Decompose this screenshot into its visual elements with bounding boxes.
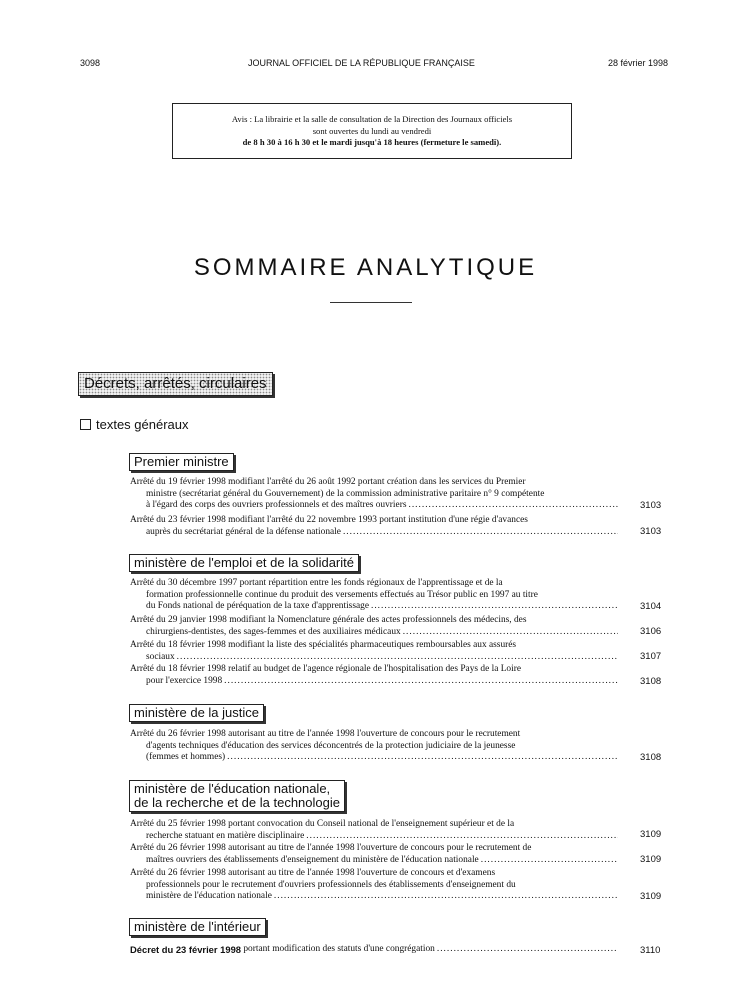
entry-line: Arrêté du 26 février 1998 autorisant au titre de l'année 1998 l'ouverture de concours et d'examens xyxy=(130,868,496,878)
subsection-label: textes généraux xyxy=(96,417,189,432)
entry-line: Arrêté du 18 février 1998 relatif au budget de l'agence régionale de l'hospitalisation des Pays de la Loire xyxy=(130,664,521,674)
entry-line xyxy=(130,676,618,688)
leader-dots xyxy=(437,944,618,956)
entry-text: maîtres ouvriers des établissements d'enseignement du ministère de l'éducation nationale xyxy=(146,854,479,865)
toc-entry xyxy=(130,615,618,638)
entry-line: Arrêté du 19 février 1998 modifiant l'arrêté du 26 août 1992 portant création dans les services du Premier xyxy=(130,477,526,487)
page-ref: 3108 xyxy=(640,676,662,687)
ministry-heading: Premier ministre xyxy=(129,453,234,471)
entry-line: Arrêté du 23 février 1998 modifiant l'arrêté du 22 novembre 1993 portant institution d'une régie d'avances xyxy=(130,515,528,525)
toc-entry xyxy=(130,477,618,512)
entry-text: du Fonds national de péréquation de la taxe d'apprentissage xyxy=(146,601,369,612)
notice-line: de 8 h 30 à 16 h 30 et le mardi jusqu'à 18 heures (fermeture le samedi). xyxy=(242,137,502,147)
entry-line xyxy=(130,891,618,903)
entry-text: portant modification des statuts d'une congrégation xyxy=(243,944,435,954)
ministry-heading: ministère de l'intérieur xyxy=(129,918,266,936)
checkbox-square-icon xyxy=(80,419,91,430)
toc-entry xyxy=(130,515,618,538)
entry-line: ministre (secrétariat général du Gouvernement) de la commission administrative paritaire n° 9 compétente xyxy=(146,488,545,499)
entry-line xyxy=(130,855,618,867)
entry-line xyxy=(130,944,618,956)
toc-entry xyxy=(130,640,618,663)
leader-dots xyxy=(481,855,618,867)
subsection-heading xyxy=(80,417,189,432)
toc-entry xyxy=(130,664,618,687)
page-ref: 3103 xyxy=(640,526,662,537)
ministry-heading-line: ministère de l'éducation nationale, xyxy=(134,781,331,796)
entry-line xyxy=(130,601,618,613)
entry-text: pour l'exercice 1998 xyxy=(146,675,223,686)
page-ref: 3109 xyxy=(640,854,662,865)
leader-dots xyxy=(371,601,618,613)
ministry-heading xyxy=(129,780,345,812)
notice-line: Avis : La librairie et la salle de consultation de la Direction des Journaux officiels xyxy=(231,114,513,124)
toc-entry xyxy=(130,819,618,842)
leader-dots xyxy=(177,652,618,664)
page-ref: 3106 xyxy=(640,626,662,637)
ministry-heading: ministère de l'emploi et de la solidarité xyxy=(129,554,359,572)
page-ref: 3103 xyxy=(640,500,662,511)
entry-line xyxy=(130,627,618,639)
ministry-heading: ministère de la justice xyxy=(129,704,264,722)
entry-text: sociaux xyxy=(146,651,175,662)
entry-line xyxy=(130,752,618,764)
notice-line: sont ouvertes du lundi au vendredi xyxy=(312,125,432,136)
ministry-heading-line: de la recherche et de la technologie xyxy=(134,795,340,810)
entry-line: Arrêté du 26 février 1998 autorisant au titre de l'année 1998 l'ouverture de concours pour le recrutement xyxy=(130,729,521,739)
opening-hours-notice xyxy=(172,103,572,159)
entry-line: professionnels pour le recrutement d'ouvriers professionnels des établissements d'enseignement du xyxy=(146,879,516,890)
leader-dots xyxy=(274,891,618,903)
issue-date: 28 février 1998 xyxy=(608,58,669,68)
entry-line: Arrêté du 30 décembre 1997 portant répartition entre les fonds régionaux de l'apprentissage et de la xyxy=(130,578,503,588)
toc-entry xyxy=(130,944,618,956)
entry-line xyxy=(130,500,618,512)
toc-entry xyxy=(130,729,618,764)
entry-text: recherche statuant en matière disciplinaire xyxy=(146,830,305,841)
entry-bold-text: Décret du 23 février 1998 xyxy=(130,944,242,955)
leader-dots xyxy=(224,676,618,688)
title-divider xyxy=(330,302,412,303)
entry-line: formation professionnelle continue du produit des versements effectués au Trésor public en 1997 au titre xyxy=(146,589,538,600)
entry-text: à l'égard des corps des ouvriers professionnels et des maîtres ouvriers xyxy=(146,500,407,511)
entry-line xyxy=(130,527,618,539)
page-ref: 3110 xyxy=(640,945,661,956)
entry-line: Arrêté du 29 janvier 1998 modifiant la Nomenclature générale des actes professionnels des médecins, des xyxy=(130,615,527,625)
page-title: SOMMAIRE ANALYTIQUE xyxy=(193,254,538,281)
entry-line: Arrêté du 26 février 1998 autorisant au titre de l'année 1998 l'ouverture de concours pour le recrutement de xyxy=(130,843,532,853)
toc-entry xyxy=(130,868,618,903)
page-ref: 3109 xyxy=(640,891,662,902)
page-ref: 3104 xyxy=(640,601,662,612)
category-heading: Décrets, arrêtés, circulaires xyxy=(78,372,273,396)
entry-line: Arrêté du 25 février 1998 portant convocation du Conseil national de l'enseignement supérieur et de la xyxy=(130,819,515,829)
leader-dots xyxy=(306,831,618,843)
toc-entry xyxy=(130,578,618,613)
page-ref: 3107 xyxy=(640,651,662,662)
page-ref: 3109 xyxy=(640,829,662,840)
page-number: 3098 xyxy=(80,58,101,68)
toc-entry xyxy=(130,843,618,866)
entry-text: (femmes et hommes) xyxy=(146,752,226,763)
entry-text: chirurgiens-dentistes, des sages-femmes et des auxiliaires médicaux xyxy=(146,626,401,637)
page-ref: 3108 xyxy=(640,752,662,763)
leader-dots xyxy=(408,500,618,512)
leader-dots xyxy=(227,752,618,764)
journal-title: JOURNAL OFFICIEL DE LA RÉPUBLIQUE FRANÇAISE xyxy=(248,58,475,68)
leader-dots xyxy=(403,627,618,639)
entry-text: auprès du secrétariat général de la défense nationale xyxy=(146,526,341,537)
entry-text: ministère de l'éducation nationale xyxy=(146,891,272,902)
entry-line xyxy=(130,831,618,843)
entry-line xyxy=(130,652,618,664)
leader-dots xyxy=(343,527,618,539)
entry-line: d'agents techniques d'éducation des services déconcentrés de la protection judiciaire de la jeunesse xyxy=(146,740,516,751)
entry-line: Arrêté du 18 février 1998 modifiant la liste des spécialités pharmaceutiques remboursables aux assurés xyxy=(130,640,517,650)
